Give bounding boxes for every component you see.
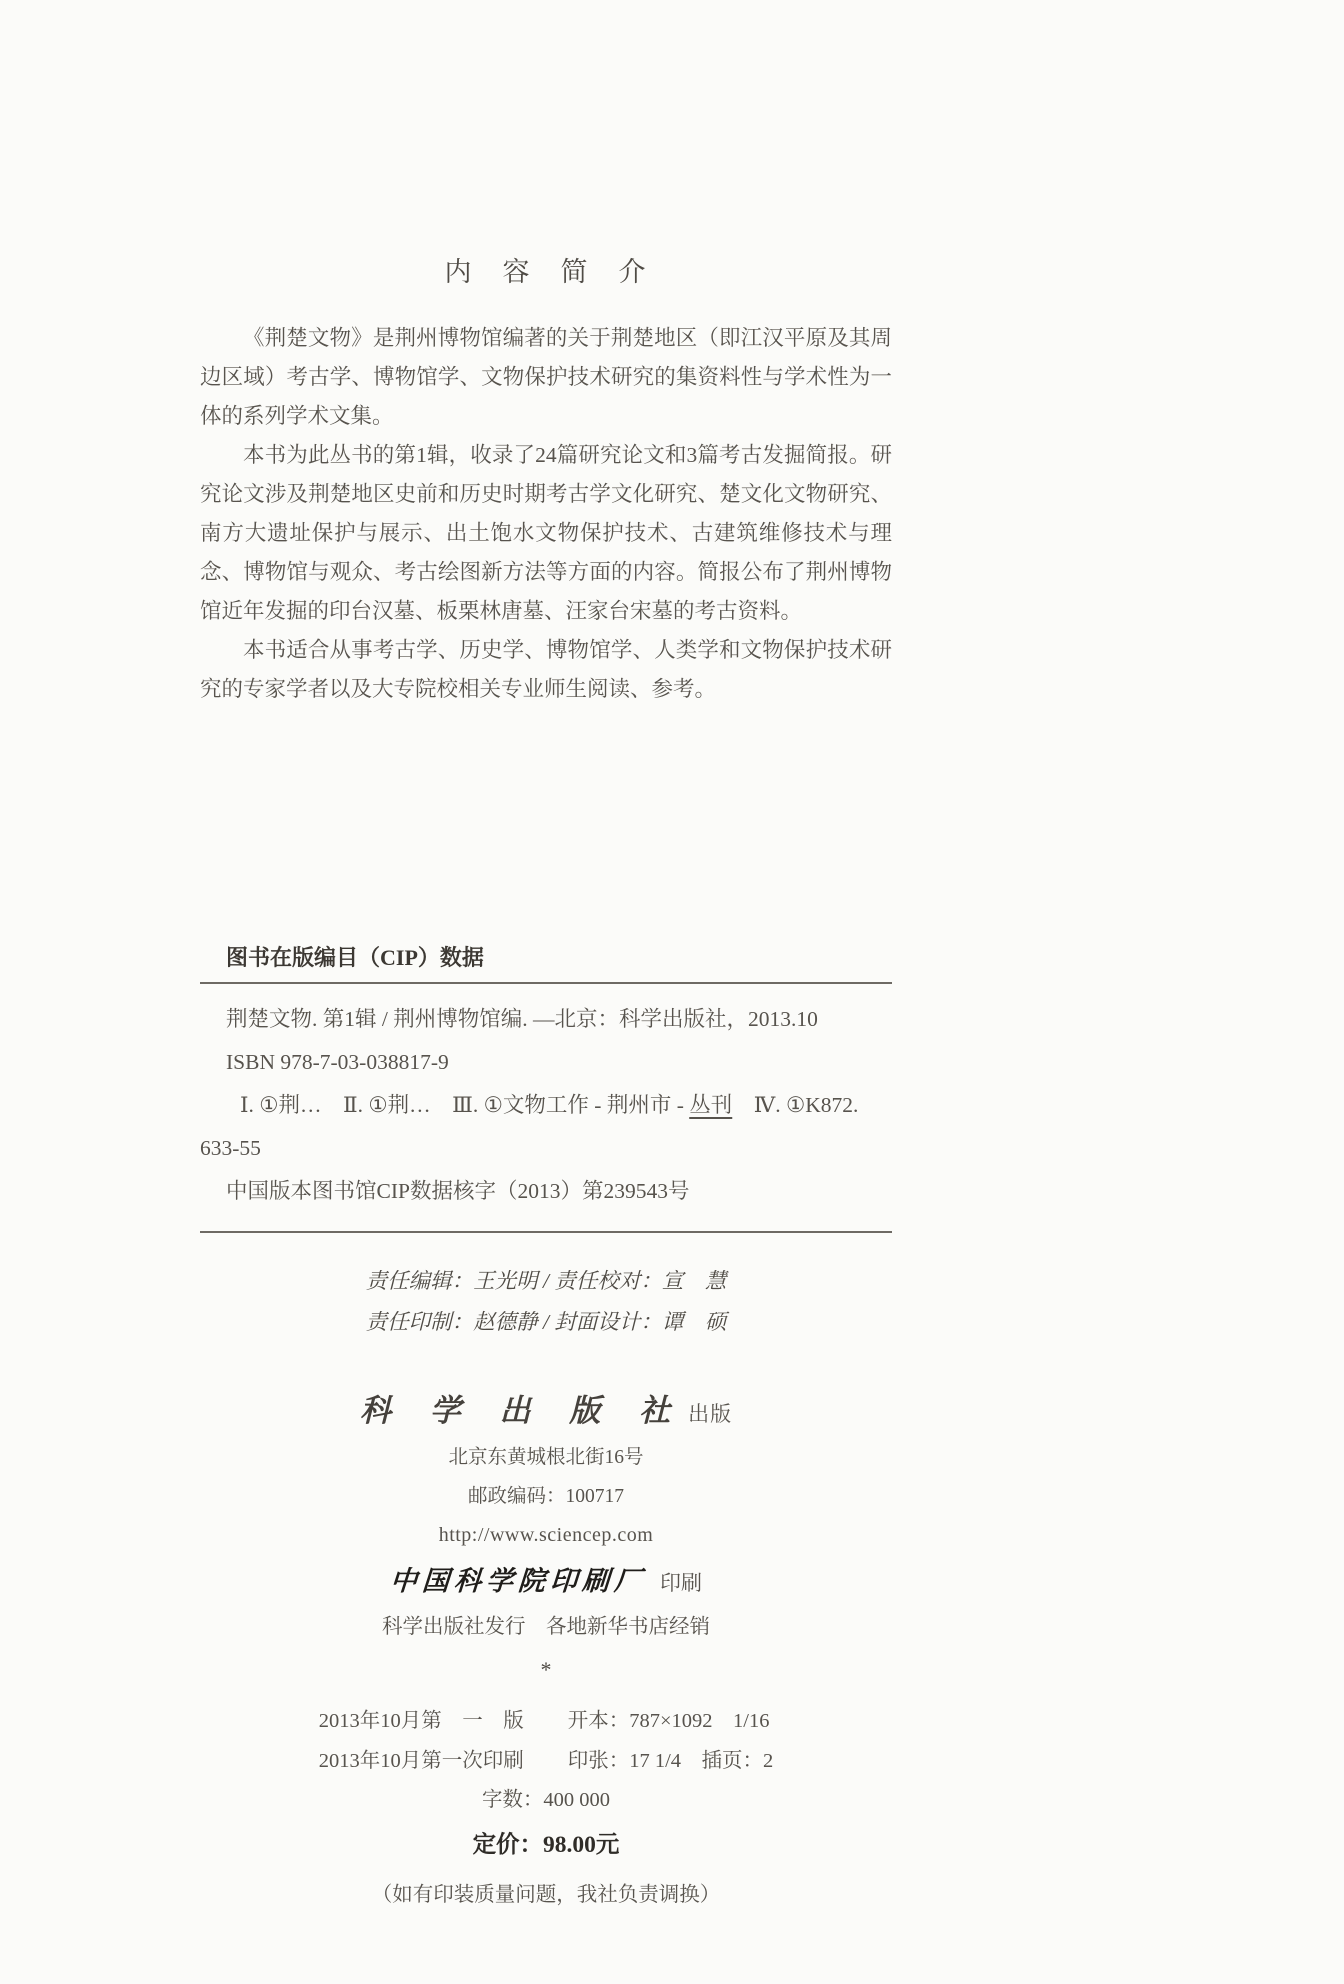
print-label: 印刷	[660, 1571, 702, 1595]
copyright-page	[200, 250, 892, 1915]
page-title: 内 容 简 介	[444, 257, 648, 287]
price: 定价：98.00元	[472, 1832, 620, 1858]
sheets-spec: 印张：17 1/4 插页：2	[567, 1750, 774, 1772]
publish-label: 出版	[688, 1402, 733, 1426]
content-summary	[200, 319, 892, 709]
cip-bottom-rule	[200, 1231, 892, 1233]
staff-line-printing: 责任印制：赵德静 / 封面设计：谭 硕	[365, 1310, 727, 1334]
publisher-address: 北京东黄城根北街16号	[448, 1447, 644, 1468]
divider-asterisk: *	[540, 1657, 552, 1682]
printer-logotype: 中国科学院印刷厂	[388, 1566, 648, 1597]
cip-classification-cont: 633-55	[200, 1136, 261, 1160]
format-spec: 开本：787×1092 1/16	[567, 1710, 770, 1732]
intro-paragraph-3: 本书适合从事考古学、历史学、博物馆学、人类学和文物保护技术研究的专家学者以及大专院校相关专业师生阅读、参考。	[200, 638, 892, 701]
cip-title-line: 荆楚文物. 第1辑 / 荆州博物馆编. —北京：科学出版社，2013.10	[226, 1007, 818, 1031]
cip-class-suffix: Ⅳ. ①K872.	[732, 1093, 859, 1117]
publisher-url: http://www.sciencep.com	[438, 1524, 654, 1546]
cip-class-prefix: Ⅰ. ①荆… Ⅱ. ①荆… Ⅲ. ①文物工作 - 荆州市 -	[240, 1093, 690, 1117]
cip-isbn: ISBN 978-7-03-038817-9	[226, 1050, 449, 1074]
publisher-name-line	[200, 1385, 892, 1430]
edition-date: 2013年10月第 一 版	[318, 1710, 524, 1732]
cip-header: 图书在版编目（CIP）数据	[226, 945, 484, 970]
staff-line-editor: 责任编辑：王光明 / 责任校对：宣 慧	[365, 1269, 727, 1293]
distribution-line: 科学出版社发行 各地新华书店经销	[382, 1616, 710, 1638]
edition-grid	[200, 1703, 892, 1779]
cip-record-number: 中国版本图书馆CIP数据核字（2013）第239543号	[226, 1179, 690, 1203]
publisher-block	[200, 1385, 892, 1687]
cip-body	[200, 984, 892, 1231]
edition-block	[200, 1703, 892, 1915]
staff-credits	[200, 1261, 892, 1343]
printer-line	[200, 1559, 892, 1608]
publisher-postcode: 邮政编码：100717	[467, 1486, 624, 1507]
printing-date: 2013年10月第一次印刷	[318, 1750, 524, 1772]
publisher-logotype: 科 学 出 版 社	[359, 1393, 685, 1429]
intro-paragraph-2: 本书为此丛书的第1辑，收录了24篇研究论文和3篇考古发掘简报。研究论文涉及荆楚地区史前和历史时期考古学文化研究、楚文化文物研究、南方大遗址保护与展示、出土饱水文物保护技术、古建筑维修技术与理念、博物馆与观众、考古绘图新方法等方面的内容。简报公布了荆州博物馆近年发掘的印台汉墓、板栗林唐墓、汪家台宋墓的考古资料。	[200, 443, 892, 623]
quality-note: （如有印装质量问题，我社负责调换）	[371, 1884, 721, 1906]
intro-paragraph-1: 《荆楚文物》是荆州博物馆编著的关于荆楚地区（即江汉平原及其周边区域）考古学、博物馆学、文物保护技术研究的集资料性与学术性为一体的系列学术文集。	[200, 326, 892, 428]
cip-data-block	[200, 941, 892, 1233]
cip-classification	[200, 1084, 892, 1127]
word-count: 字数：400 000	[481, 1789, 611, 1811]
cip-class-series: 丛刊	[689, 1093, 733, 1117]
